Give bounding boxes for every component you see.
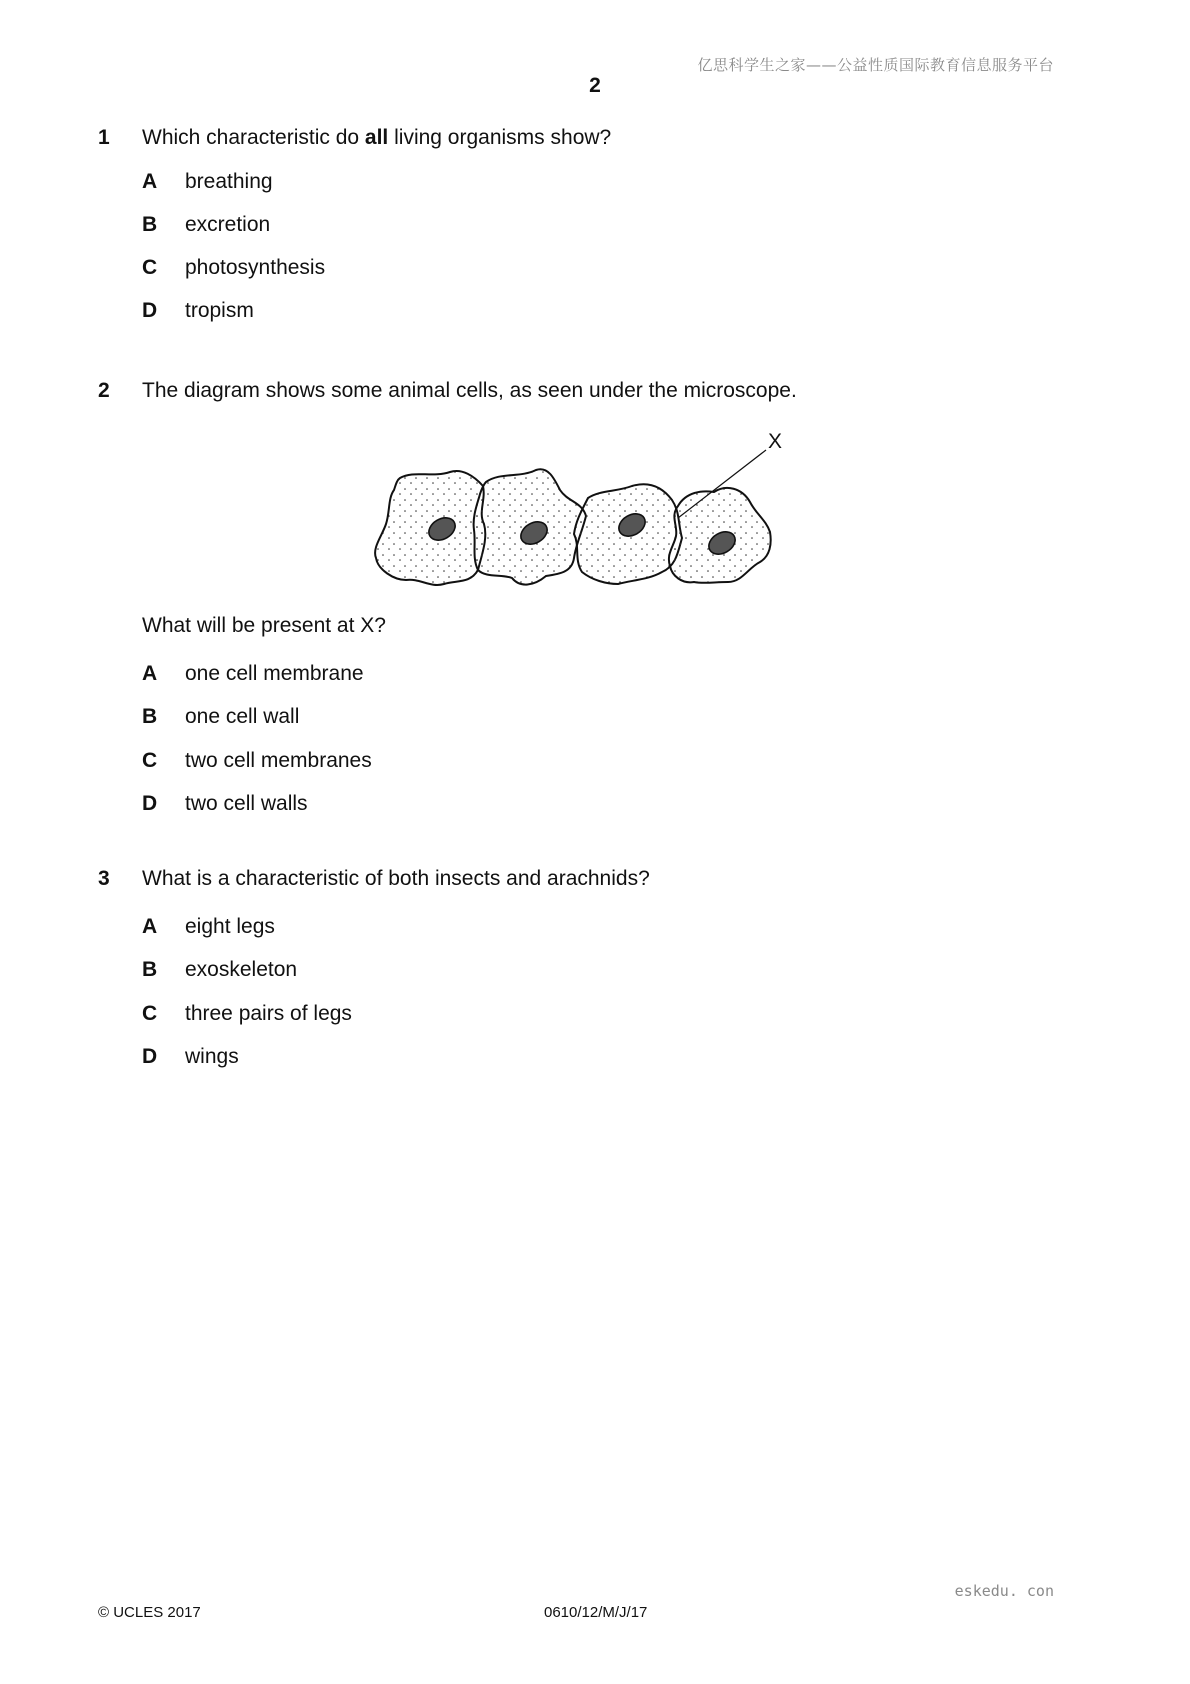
question-number: 1 [98, 126, 110, 149]
option-letter: A [142, 662, 158, 685]
option-letter: C [142, 256, 158, 279]
question-text: Which characteristic do all living organisms show? [142, 126, 612, 149]
footer-watermark: eskedu. con [954, 1582, 1054, 1600]
question-text: The diagram shows some animal cells, as seen under the microscope. [142, 379, 797, 402]
question-text: What is a characteristic of both insects and arachnids? [142, 867, 650, 890]
option-text: eight legs [185, 915, 275, 938]
copyright: © UCLES 2017 [98, 1604, 201, 1621]
option-letter: D [142, 1045, 158, 1068]
option-letter: C [142, 749, 158, 772]
option-letter: D [142, 792, 158, 815]
option-text: exoskeleton [185, 958, 298, 981]
label-x: X [768, 430, 783, 453]
option-text: one cell wall [185, 705, 300, 728]
option-letter: A [142, 170, 158, 193]
question-number: 3 [98, 867, 110, 890]
option-letter: B [142, 213, 158, 236]
emphasis-text: all [364, 126, 389, 149]
animal-cells-diagram [370, 420, 800, 595]
option-text: three pairs of legs [185, 1002, 352, 1025]
sub-question-text: What will be present at X? [142, 614, 386, 637]
option-letter: A [142, 915, 158, 938]
option-text: breathing [185, 170, 273, 193]
option-text: wings [185, 1045, 239, 1068]
option-letter: C [142, 1002, 158, 1025]
paper-code: 0610/12/M/J/17 [544, 1604, 648, 1621]
option-text: photosynthesis [185, 256, 326, 279]
option-letter: B [142, 705, 158, 728]
option-letter: B [142, 958, 158, 981]
option-text: one cell membrane [185, 662, 364, 685]
page-number: 2 [589, 74, 601, 97]
option-letter: D [142, 299, 158, 322]
option-text: two cell membranes [185, 749, 372, 772]
option-text: excretion [185, 213, 271, 236]
option-text: two cell walls [185, 792, 308, 815]
question-number: 2 [98, 379, 110, 402]
option-text: tropism [185, 299, 254, 322]
header-watermark: 亿思科学生之家——公益性质国际教育信息服务平台 [697, 56, 1054, 74]
